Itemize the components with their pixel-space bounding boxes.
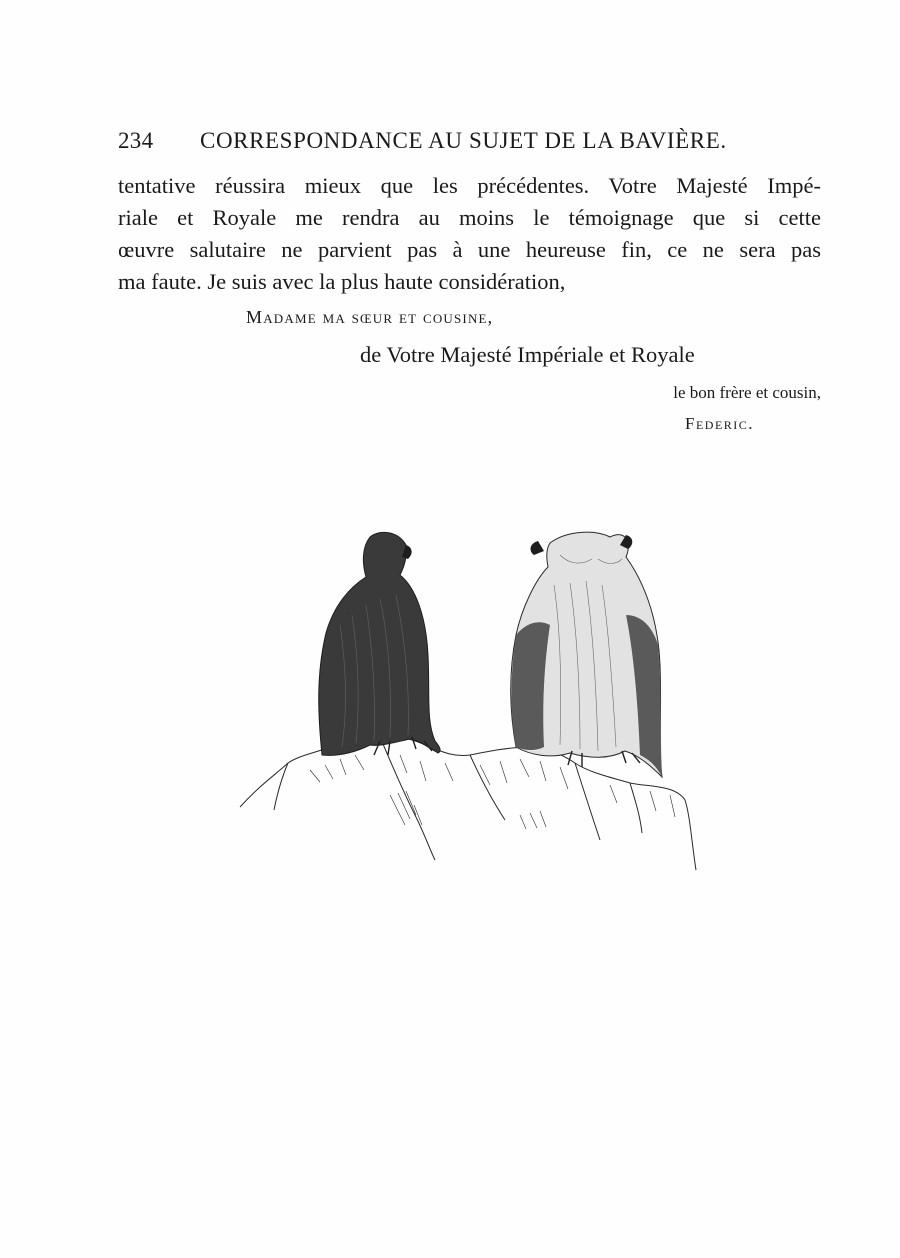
- rock-illustration: [240, 737, 696, 870]
- running-header: [118, 122, 818, 156]
- letter-sign-line: le bon frère et cousin,: [673, 383, 821, 402]
- page-number: 234: [118, 128, 154, 153]
- letter-closing: de Votre Majesté Impériale et Royale: [360, 342, 695, 367]
- left-eagle-illustration: [319, 532, 440, 755]
- letter-salutation: Madame ma sœur et cousine,: [246, 307, 494, 327]
- body-line: ma faute. Je suis avec la plus haute considération,: [118, 269, 566, 294]
- right-eagle-illustration: [511, 532, 662, 777]
- body-line: œuvre salutaire ne parvient pas à une heureuse fin, ce ne sera pas: [118, 237, 821, 262]
- eagles-engraving-icon: [230, 515, 710, 885]
- letter-signature: Federic.: [685, 414, 755, 433]
- body-line: riale et Royale me rendra au moins le témoignage que si cette: [118, 205, 821, 230]
- running-title: CORRESPONDANCE AU SUJET DE LA BAVIÈRE.: [200, 128, 727, 153]
- body-paragraph: [118, 170, 821, 298]
- body-line: tentative réussira mieux que les précédentes. Votre Majesté Impé-: [118, 173, 821, 198]
